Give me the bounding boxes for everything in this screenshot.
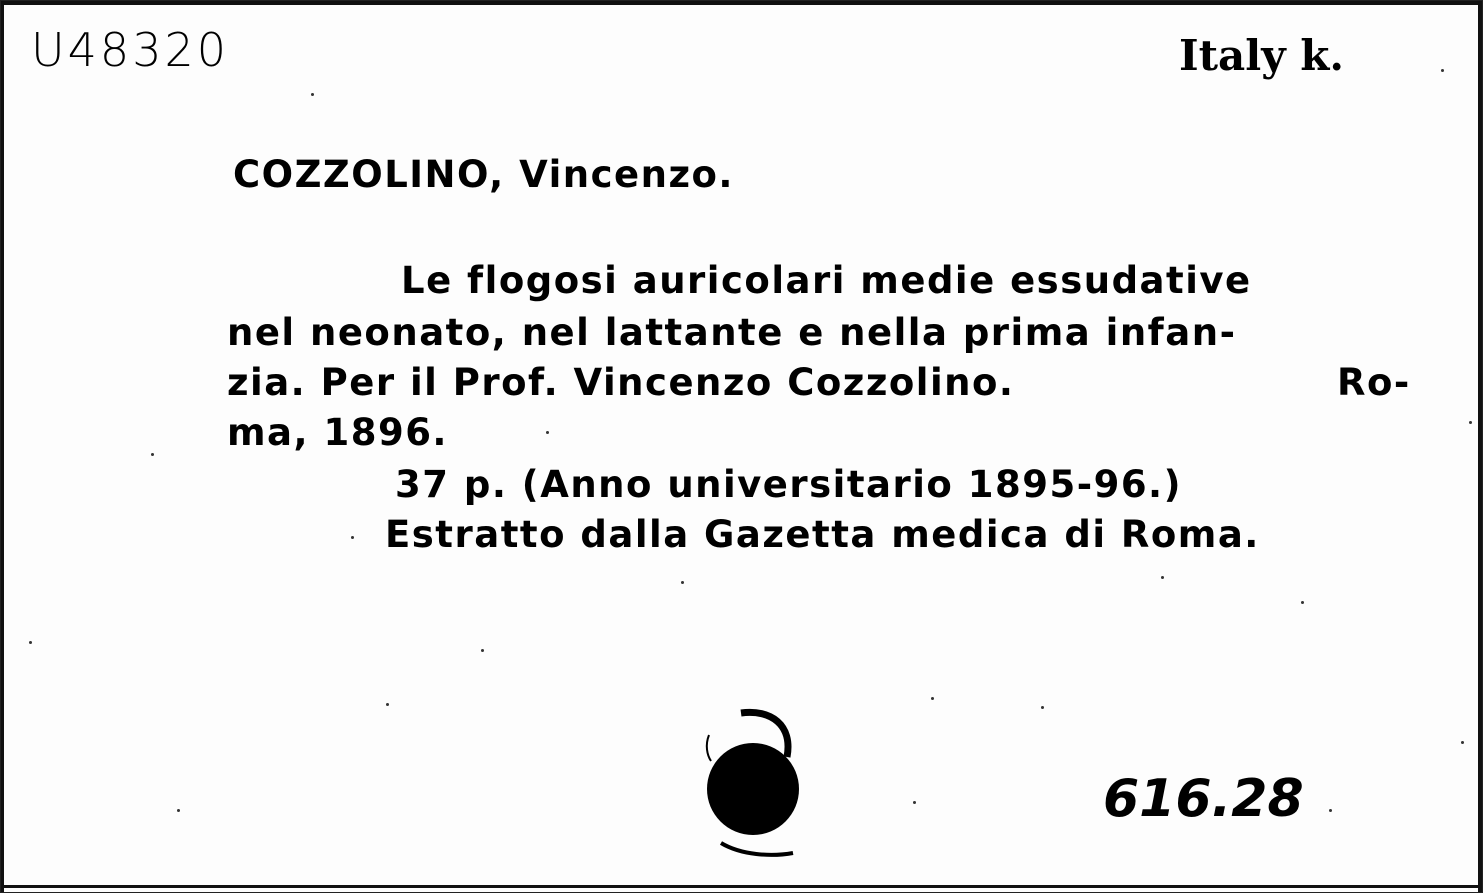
speck [481, 649, 484, 652]
title-line-1: Le flogosi auricolari medie essudative [401, 259, 1252, 302]
card-edge-right [1478, 1, 1482, 893]
speck [1161, 576, 1164, 579]
speck [1301, 601, 1304, 604]
speck [1469, 421, 1472, 424]
speck [1461, 741, 1464, 744]
call-number: U48320 [31, 23, 230, 77]
speck [311, 93, 314, 96]
speck [151, 453, 154, 456]
card-edge-left [1, 1, 4, 893]
note: Estratto dalla Gazetta medica di Roma. [385, 513, 1260, 556]
speck [913, 801, 916, 804]
speck [351, 536, 354, 539]
speck [1041, 706, 1044, 709]
author-heading: COZZOLINO, Vincenzo. [233, 153, 734, 196]
collation: 37 p. (Anno universitario 1895-96.) [395, 463, 1183, 506]
card-edge-bottom [1, 885, 1483, 888]
title-line-3-end: Ro- [1337, 361, 1411, 404]
speck [1441, 69, 1444, 72]
speck [931, 697, 934, 700]
card-edge-top [1, 1, 1483, 5]
title-line-2: nel neonato, nel lattante e nella prima infan- [227, 311, 1237, 354]
speck [177, 809, 180, 812]
speck [386, 703, 389, 706]
speck [681, 581, 684, 584]
speck [29, 641, 32, 644]
punch-hole [707, 743, 799, 835]
speck [546, 431, 549, 434]
location-mark: Italy k. [1179, 31, 1344, 80]
classification-number: 616.28 [1103, 769, 1304, 829]
title-line-4: ma, 1896. [227, 411, 448, 454]
title-line-3: zia. Per il Prof. Vincenzo Cozzolino. [227, 361, 1015, 404]
speck [1329, 809, 1332, 812]
